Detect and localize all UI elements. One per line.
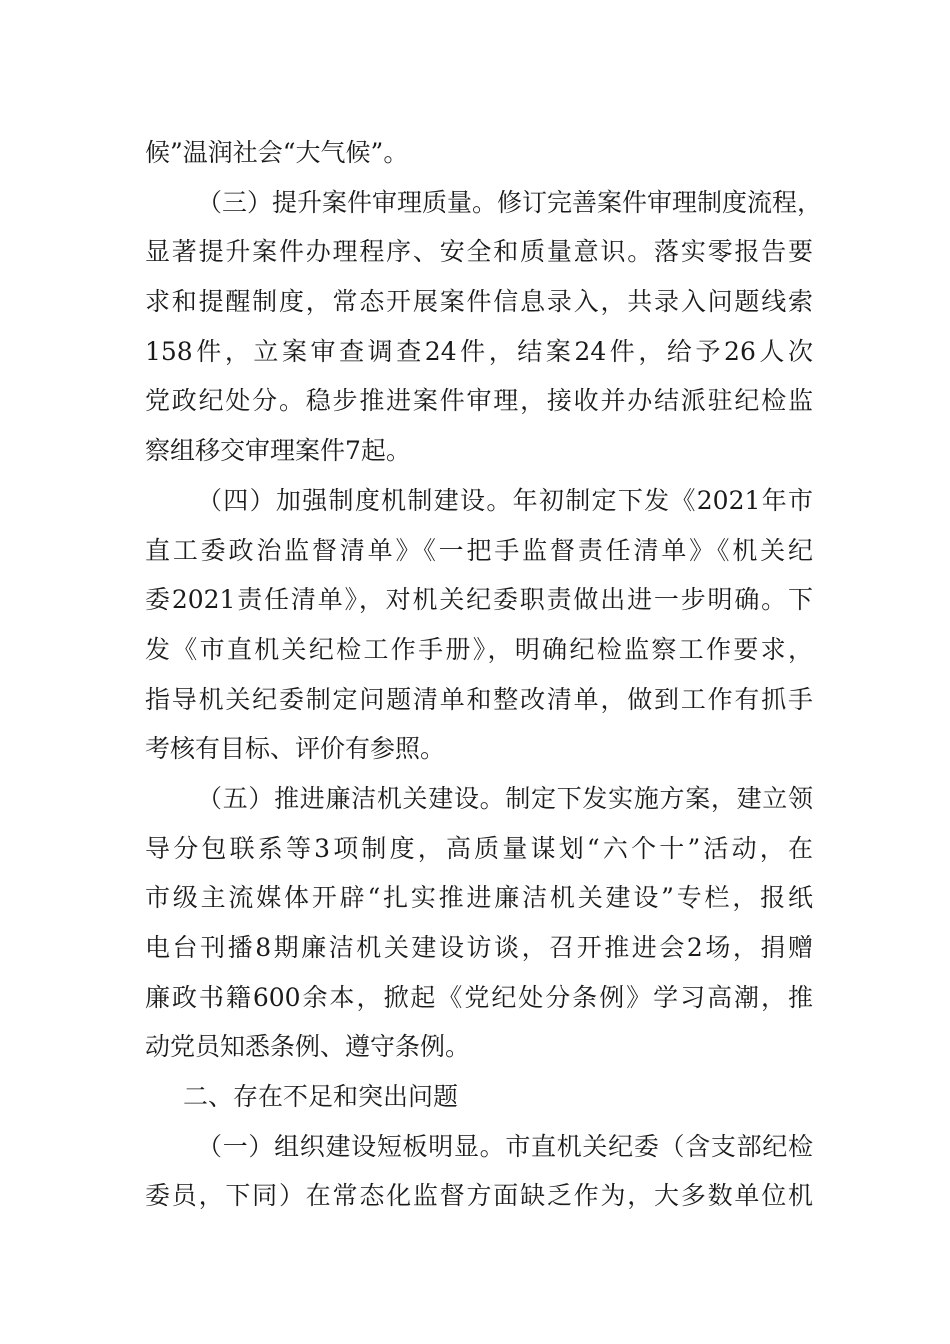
text-line: 廉政书籍600余本，掀起《党纪处分条例》学习高潮，推 (145, 982, 813, 1012)
text-line: 市级主流媒体开辟“扎实推进廉洁机关建设”专栏，报纸 (145, 883, 813, 913)
text-line: 发《市直机关纪检工作手册》，明确纪检监察工作要求， (145, 634, 813, 664)
text-line: 察组移交审理案件7起。 (145, 436, 411, 466)
text-line: 候”温润社会“大气候”。 (145, 138, 409, 167)
document-body (145, 128, 823, 1221)
text-line: 显著提升案件办理程序、安全和质量意识。落实零报告要 (145, 237, 813, 267)
text-line: 委2021责任清单》，对机关纪委职责做出进一步明确。下 (145, 585, 813, 615)
section-heading-line: （四）加强制度机制建设。年初制定下发《2021年市 (197, 485, 813, 515)
text-line: 党政纪处分。稳步推进案件审理，接收并办结派驻纪检监 (145, 386, 813, 416)
section-heading-line: （一）组织建设短板明显。市直机关纪委（含支部纪检 (197, 1131, 813, 1161)
text-line: 电台刊播8期廉洁机关建设访谈，召开推进会2场，捐赠 (145, 933, 813, 962)
chapter-heading-line: 二、存在不足和突出问题 (183, 1082, 459, 1112)
text-line: 求和提醒制度，常态开展案件信息录入，共录入问题线索 (145, 287, 813, 317)
section-heading-line: （五）推进廉洁机关建设。制定下发实施方案，建立领 (197, 783, 813, 813)
text-line: 导分包联系等3项制度，高质量谋划“六个十”活动，在 (145, 833, 813, 863)
section-heading-line: （三）提升案件审理质量。修订完善案件审理制度流程， (197, 187, 823, 217)
text-line: 直工委政治监督清单》《一把手监督责任清单》《机关纪 (145, 535, 813, 565)
text-line: 考核有目标、评价有参照。 (145, 734, 446, 764)
text-line: 委员，下同）在常态化监督方面缺乏作为，大多数单位机 (145, 1181, 813, 1211)
text-line: 158件，立案审查调查24件，结案24件，给予26人次 (145, 336, 813, 366)
text-line: 指导机关纪委制定问题清单和整改清单，做到工作有抓手 (145, 684, 813, 714)
text-line: 动党员知悉条例、遵守条例。 (145, 1032, 471, 1062)
